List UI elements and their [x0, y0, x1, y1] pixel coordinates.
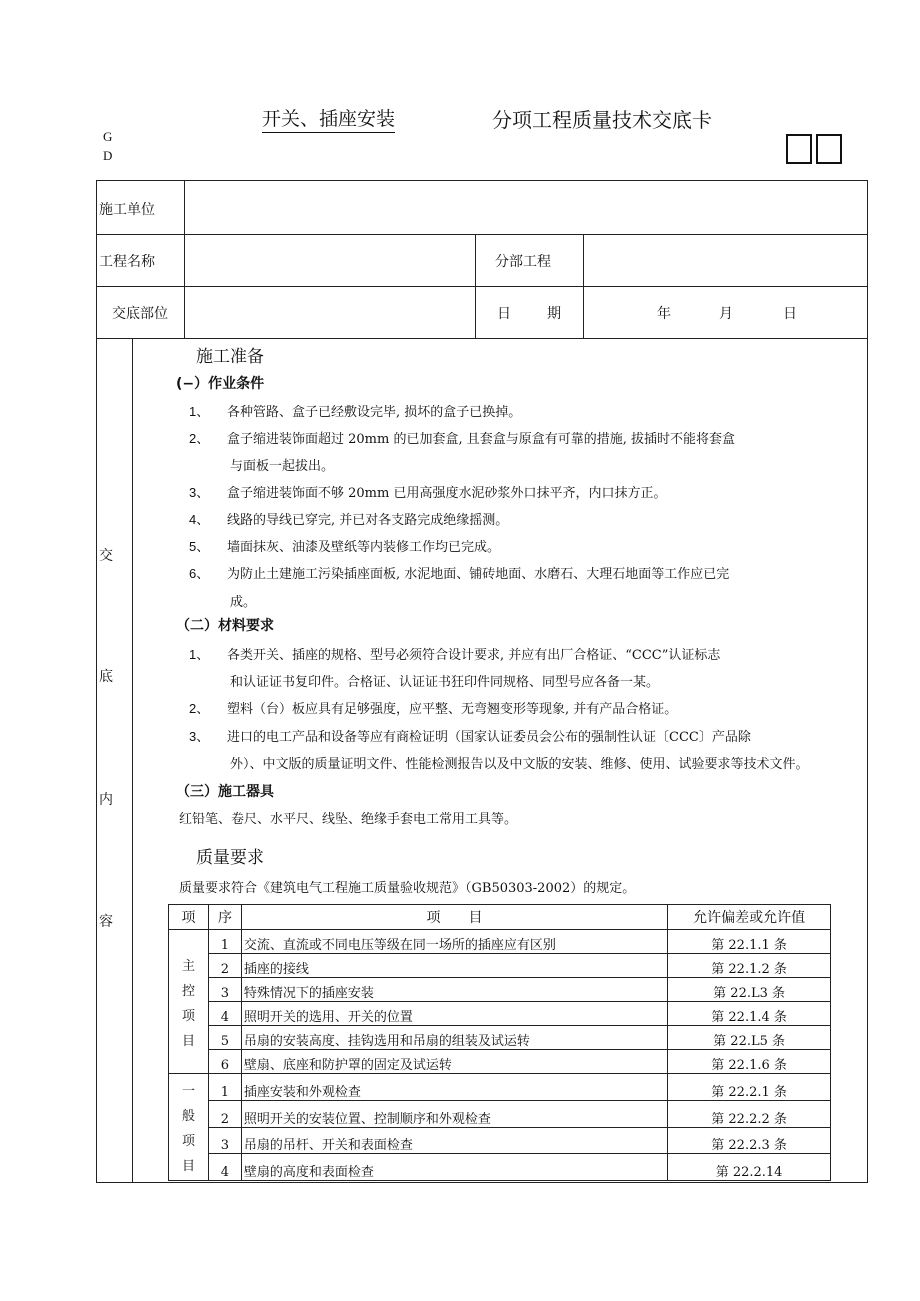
table-cell-no: 2 [208, 1100, 241, 1127]
day-label: 日 [783, 306, 797, 322]
list-item-text: 各种管路、盒子已经敷设完毕, 损坏的盒子已换掉。 [227, 405, 522, 420]
list-item-text: 各类开关、插座的规格、型号必须符合设计要求, 并应有出厂合格证、“CCC”认证标志 [227, 648, 721, 663]
table-cell-item: 壁扇的高度和表面检查 [241, 1154, 667, 1181]
table-cell-val: 第 22.L3 条 [668, 978, 831, 1002]
table-cell-no: 2 [208, 954, 241, 978]
table-cell-val: 第 22.1.4 条 [668, 1002, 831, 1026]
section-title-quality: 质量要求 [196, 848, 264, 868]
table-row [169, 978, 831, 1002]
section-title-prep: 施工准备 [196, 347, 264, 367]
table-cell-item: 插座的接线 [241, 954, 667, 978]
col-divider [184, 181, 185, 338]
table-row [169, 1127, 831, 1154]
code-boxes [786, 134, 842, 164]
list-item-text: 和认证证书复印件。合格证、认证证书狂印件同规格、同型号应各备一某。 [230, 675, 660, 690]
list-number: 2、 [189, 431, 210, 446]
group-label-char: 项 [181, 1134, 195, 1149]
table-header: 项 目 [241, 905, 667, 930]
list-item-text: 墙面抹灰、油漆及壁纸等内装修工作均已完成。 [227, 540, 501, 555]
side-label: 内 [99, 792, 113, 808]
table-cell-no: 6 [208, 1050, 241, 1074]
division-label: 分部工程 [495, 254, 551, 270]
group-label-cell [169, 930, 209, 1074]
table-row [169, 954, 831, 978]
table-row [169, 1100, 831, 1127]
table-cell-val: 第 22.1.1 条 [668, 930, 831, 954]
list-number: 3、 [189, 485, 210, 500]
list-number: 5、 [189, 539, 210, 554]
list-number: 1、 [189, 647, 210, 662]
side-label: 交 [99, 548, 113, 564]
col-divider [583, 234, 584, 338]
quality-table [168, 904, 831, 1181]
year-label: 年 [657, 306, 671, 322]
table-header: 项 [169, 905, 209, 930]
row-divider [97, 234, 867, 235]
table-cell-item: 插座安装和外观检查 [241, 1074, 667, 1101]
list-number: 1、 [189, 404, 210, 419]
project-label: 工程名称 [99, 254, 155, 270]
gd-code-line2: D [103, 148, 113, 163]
table-cell-no: 3 [208, 978, 241, 1002]
unit-label: 施工单位 [99, 202, 155, 218]
table-row [169, 1074, 831, 1101]
location-label: 交底部位 [112, 306, 168, 322]
table-row [169, 1002, 831, 1026]
table-cell-no: 4 [208, 1002, 241, 1026]
table-header: 序 [208, 905, 241, 930]
tools-text: 红铅笔、卷尺、水平尺、线坠、绝缘手套电工常用工具等。 [179, 812, 518, 827]
group-label-char: 般 [181, 1109, 195, 1124]
date-label: 日 [497, 306, 511, 322]
gd-code-line1: G [103, 129, 113, 144]
subtitle-item: 开关、插座安装 [262, 104, 395, 133]
table-cell-item: 交流、直流或不同电压等级在同一场所的插座应有区别 [241, 930, 667, 954]
group-label-char: 目 [181, 1159, 195, 1174]
quality-text: 质量要求符合《建筑电气工程施工质量验收规范》（GB50303-2002）的规定。 [179, 881, 636, 896]
table-cell-no: 3 [208, 1127, 241, 1154]
list-item-text: 为防止土建施工污染插座面板, 水泥地面、铺砖地面、水磨石、大理石地面等工作应已完 [227, 567, 730, 582]
list-number: 2、 [189, 701, 210, 716]
group-label-cell [169, 1074, 209, 1181]
subsection-title: （三）施工器具 [176, 784, 274, 800]
table-cell-val: 第 22.2.14 [668, 1154, 831, 1181]
table-cell-item: 吊扇的安装高度、挂钩选用和吊扇的组装及试运转 [241, 1026, 667, 1050]
table-cell-val: 第 22.2.2 条 [668, 1100, 831, 1127]
table-cell-item: 照明开关的选用、开关的位置 [241, 1002, 667, 1026]
group-label-char: 一 [181, 1084, 195, 1099]
list-item-text: 盒子缩进装饰面不够 20mm 已用高强度水泥砂浆外口抹平齐，内口抹方正。 [227, 486, 667, 501]
table-cell-val: 第 22.2.1 条 [668, 1074, 831, 1101]
subsection-title: (−）作业条件 [176, 376, 265, 392]
table-cell-val: 第 22.L5 条 [668, 1026, 831, 1050]
table-cell-val: 第 22.1.6 条 [668, 1050, 831, 1074]
group-label-char: 目 [181, 1033, 195, 1049]
list-item-text: 盒子缩进装饰面超过 20mm 的已加套盒, 且套盒与原盒有可靠的措施, 拔插时不能将套盒 [227, 432, 735, 447]
col-divider [132, 338, 133, 1183]
table-row [169, 930, 831, 954]
group-label-char: 项 [181, 1008, 195, 1024]
table-cell-no: 4 [208, 1154, 241, 1181]
table-header: 允许偏差或允许值 [668, 905, 831, 930]
group-label-char: 主 [181, 958, 195, 974]
list-item-text: 成。 [230, 595, 257, 610]
table-cell-val: 第 22.1.2 条 [668, 954, 831, 978]
list-item-text: 线路的导线已穿完, 并已对各支路完成绝缘摇测。 [227, 513, 509, 528]
list-number: 4、 [189, 512, 210, 527]
table-cell-no: 5 [208, 1026, 241, 1050]
date-label: 期 [547, 306, 561, 322]
table-row [169, 1050, 831, 1074]
list-item-text: 与面板一起拔出。 [230, 459, 335, 474]
subsection-title: （二）材料要求 [176, 618, 274, 634]
table-row [169, 1154, 831, 1181]
list-item-text: 塑料（台）板应具有足够强度，应平整、无弯翘变形等现象, 并有产品合格证。 [227, 702, 678, 717]
code-box [816, 134, 842, 164]
row-divider [97, 338, 867, 339]
table-cell-item: 壁扇、底座和防护罩的固定及试运转 [241, 1050, 667, 1074]
list-number: 6、 [189, 566, 210, 581]
table-cell-item: 特殊情况下的插座安装 [241, 978, 667, 1002]
table-cell-val: 第 22.2.3 条 [668, 1127, 831, 1154]
col-divider [475, 234, 476, 338]
page-title: 分项工程质量技术交底卡 [492, 108, 712, 132]
side-label: 容 [99, 914, 113, 930]
list-item-text: 外）、中文版的质量证明文件、性能检测报告以及中文版的安装、维修、使用、试验要求等技术文件。 [230, 757, 809, 772]
group-label-char: 控 [181, 983, 195, 999]
table-row [169, 1026, 831, 1050]
code-box [786, 134, 812, 164]
side-label: 底 [99, 669, 113, 685]
table-cell-no: 1 [208, 930, 241, 954]
table-cell-item: 照明开关的安装位置、控制顺序和外观检查 [241, 1100, 667, 1127]
table-cell-item: 吊扇的吊杆、开关和表面检查 [241, 1127, 667, 1154]
table-cell-no: 1 [208, 1074, 241, 1101]
list-item-text: 进口的电工产品和设备等应有商检证明（国家认证委员会公布的强制性认证〔CCC〕产品除 [227, 730, 751, 745]
list-number: 3、 [189, 729, 210, 744]
row-divider [97, 286, 867, 287]
month-label: 月 [719, 306, 733, 322]
